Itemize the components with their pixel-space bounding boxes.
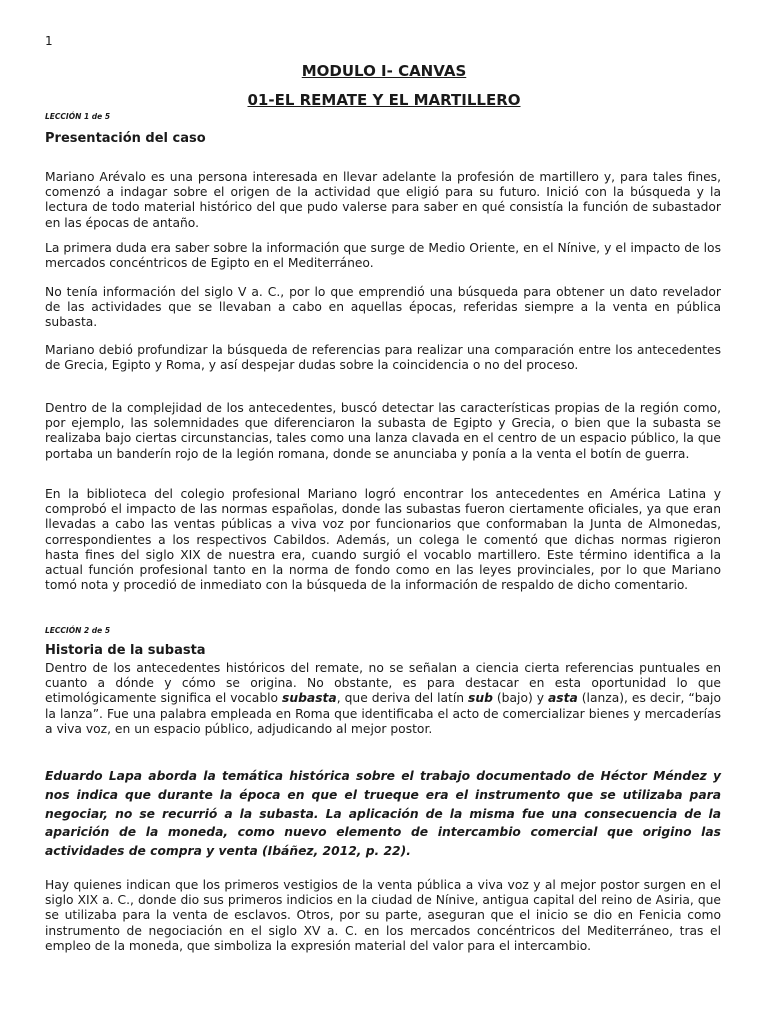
term-subasta: subasta (282, 691, 337, 706)
lesson-1-paragraph: No tenía información del siglo V a. C., por lo que emprendió una búsqueda para obtener un dato revelador de las actividades que se llevaban a cabo en aquellas épocas, referidas siempre a la venta en pública subasta. (45, 285, 721, 330)
term-asta: asta (547, 691, 578, 706)
lesson-1-paragraph: Mariano Arévalo es una persona interesada en llevar adelante la profesión de martillero y, para tales fines, comenzó a indagar sobre el origen de la actividad que eligió para su futuro. Inició con la búsqueda y la lectura de todo material histórico del que pudo valerse para saber en qué consistía la función de subastador en las épocas de antaño. (45, 170, 721, 230)
module-title: MODULO I- CANVAS (301, 62, 467, 80)
lesson-2-heading: Historia de la subasta (45, 643, 206, 658)
term-sub: sub (468, 691, 493, 706)
quote-paragraph: Eduardo Lapa aborda la temática histórica sobre el trabajo documentado de Héctor Méndez y nos indica que durante la época en que el trueque era el instrumento que se utilizaba para negociar, no se recurrió a la subasta. La aplicación de la misma fue una consecuencia de la aparición de la moneda, como nuevo elemento de intercambio comercial que origino las actividades de compra y venta (Ibáñez, 2012, p. 22). (45, 769, 721, 859)
lesson-1-paragraph: Mariano debió profundizar la búsqueda de referencias para realizar una comparación entre los antecedentes de Grecia, Egipto y Roma, y así despejar dudas sobre la coincidencia o no del proceso. (45, 343, 721, 373)
lesson-1-paragraph: En la biblioteca del colegio profesional Mariano logró encontrar los antecedentes en América Latina y comprobó el impacto de las normas españolas, donde las subastas fueron ciertamente oficiales, ya que eran llevadas a cabo las ventas públicas a viva voz por funcionarios que conformaban la Junta de Almonedas, correspondientes a los respectivos Cabildos. Además, un colega le comentó que dichas normas rigieron hasta fines del siglo XIX de nuestra era, cuando surgió el vocablo martillero. Este término identifica a la actual función profesional tanto en la norma de fondo como en las leyes provinciales, por lo que Mariano tomó nota y procedió de inmediato con la búsqueda de la información de respaldo de dicho comentario. (45, 487, 721, 593)
lesson-1-paragraph: La primera duda era saber sobre la información que surge de Medio Oriente, en el Nínive, y el impacto de los mercados concéntricos de Egipto en el Mediterráneo. (45, 241, 721, 271)
page-number: 1 (45, 34, 53, 48)
intro-text: Dentro de los antecedentes históricos del remate, no se señalan a ciencia cierta referencias puntuales en cuanto a dónde y cómo se origina. No obstante, es para destacar en esta oportunidad lo que etimológicamente significa el vocablo (45, 661, 721, 706)
intro-text: , que deriva del latín (336, 691, 469, 706)
intro-text: (bajo) y (492, 691, 548, 706)
lesson-1-paragraph: Dentro de la complejidad de los antecedentes, buscó detectar las características propias de la región como, por ejemplo, las solemnidades que diferenciaron la subasta de Egipto y Grecia, o bien que la subasta se realizaba bajo ciertas circunstancias, tales como una lanza clavada en el centro de un espacio público, la que portaba un banderín rojo de la legión romana, donde se anunciaba y ponía a la venta el botín de guerra. (45, 401, 721, 461)
closing-paragraph: Hay quienes indican que los primeros vestigios de la venta pública a viva voz y al mejor postor surgen en el siglo XIX a. C., donde dio sus primeros indicios en la ciudad de Nínive, antigua capital del reino de Asiria, que se utilizaba para la venta de esclavos. Otros, por su parte, aseguran que el inicio se dio en Fenicia como instrumento de negociación en el siglo XV a. C. en los mercados concéntricos del Mediterráneo, tras el empleo de la moneda, que simboliza la expresión material del valor para el intercambio. (45, 878, 721, 953)
lesson-2-intro-paragraph (45, 661, 721, 737)
lesson-2-label: LECCIÓN 2 de 5 (45, 626, 111, 635)
intro-text: (lanza), es decir, “bajo la lanza”. Fue una palabra empleada en Roma que identificaba el acto de comercializar bienes y mercaderías a viva voz, en un espacio público, adjudicando al mejor postor. (45, 691, 721, 736)
lesson-1-heading: Presentación del caso (45, 131, 206, 146)
unit-title: 01-EL REMATE Y EL MARTILLERO (247, 91, 521, 109)
lesson-1-label: LECCIÓN 1 de 5 (45, 112, 111, 121)
